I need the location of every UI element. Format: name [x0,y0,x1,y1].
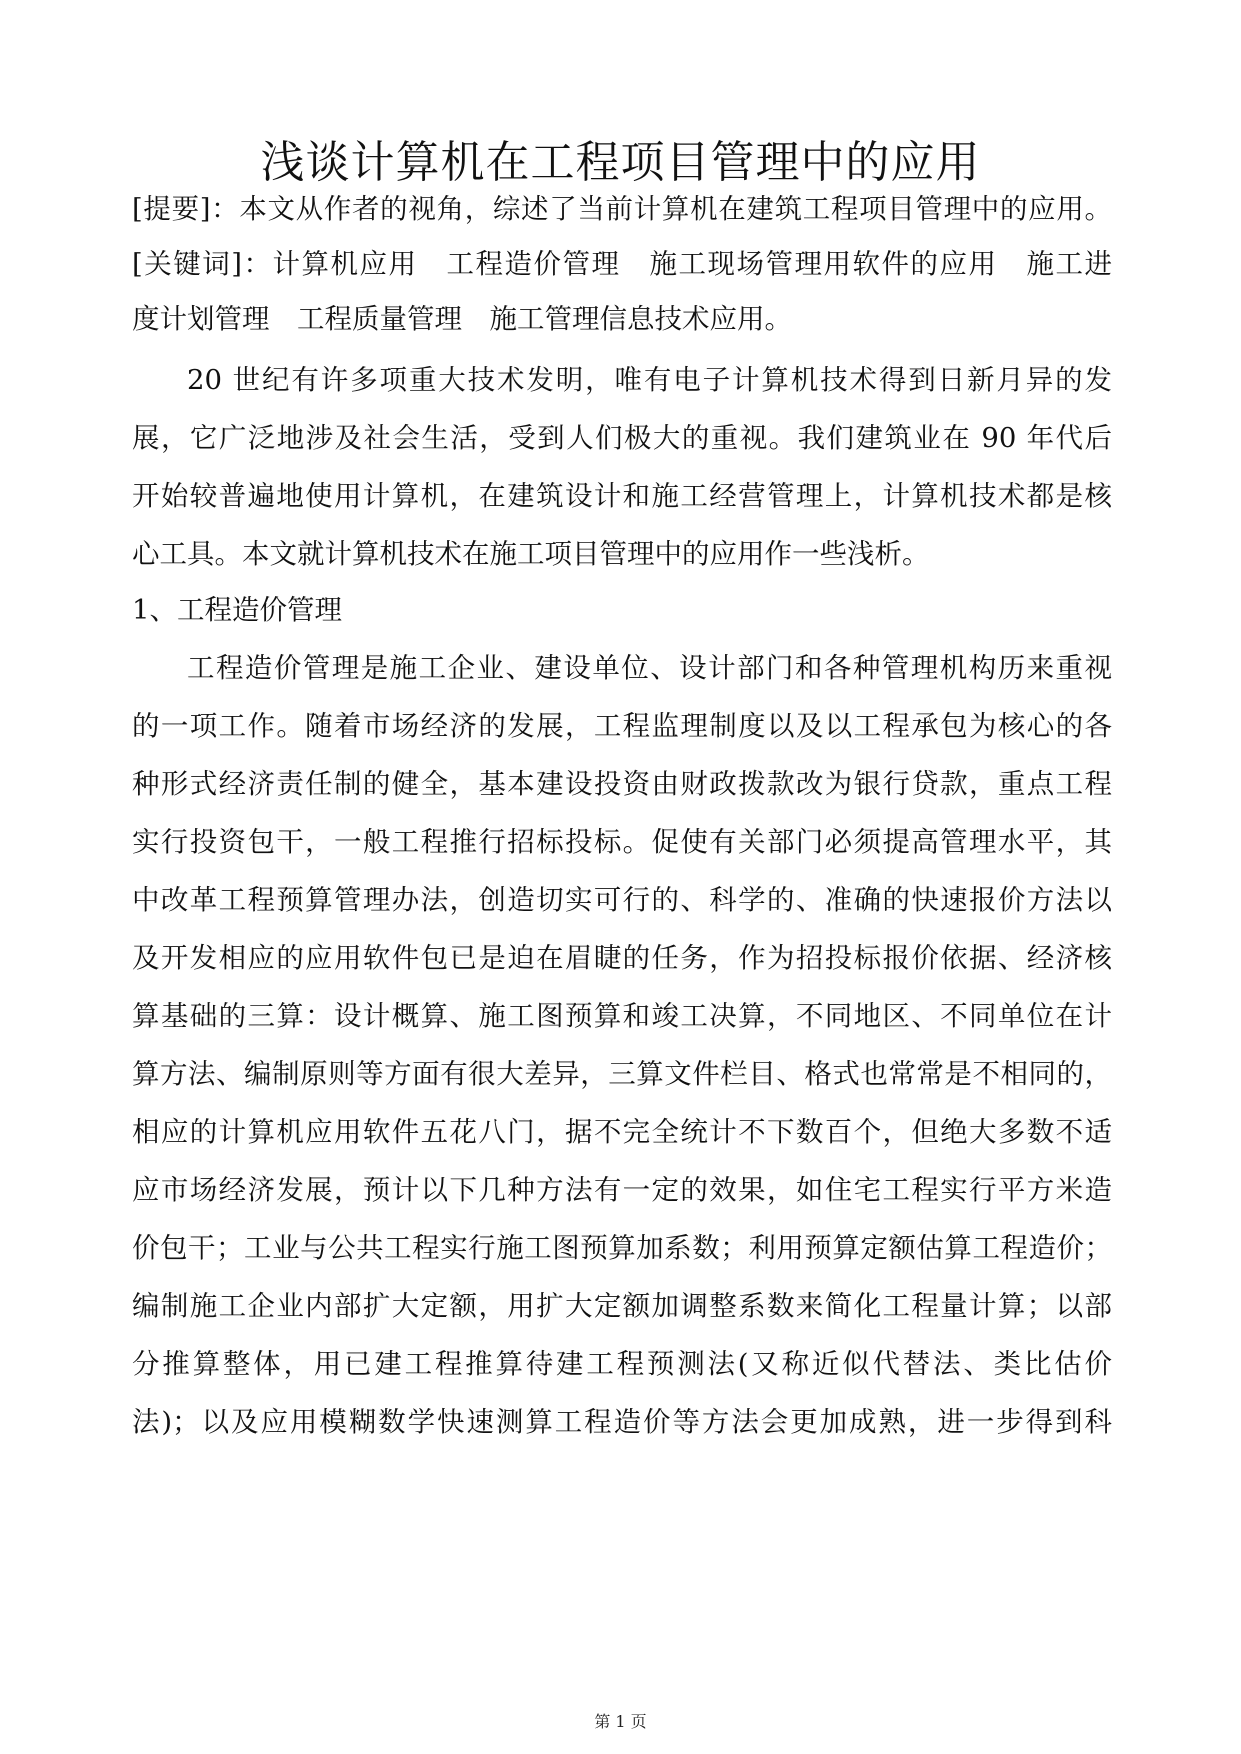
paragraph-line: 应市场经济发展，预计以下几种方法有一定的效果，如住宅工程实行平方米造 [132,1174,1112,1206]
paragraph-line: 展，它广泛地涉及社会生活，受到人们极大的重视。我们建筑业在 90 年代后 [132,422,1112,454]
paragraph-line: 种形式经济责任制的健全，基本建设投资由财政拨款改为银行贷款，重点工程 [132,768,1112,800]
document-title: 浅谈计算机在工程项目管理中的应用 [260,137,981,188]
paragraph-line: 及开发相应的应用软件包已是迫在眉睫的任务，作为招投标报价依据、经济核 [132,942,1112,974]
abstract-line: [提要]：本文从作者的视角，综述了当前计算机在建筑工程项目管理中的应用。 [132,193,1112,225]
paragraph-line: 法)；以及应用模糊数学快速测算工程造价等方法会更加成熟，进一步得到科 [132,1406,1112,1438]
paragraph-line: 的一项工作。随着市场经济的发展，工程监理制度以及以工程承包为核心的各 [132,710,1112,742]
keywords-line: [关键词]：计算机应用 工程造价管理 施工现场管理用软件的应用 施工进 [132,248,1112,280]
keywords-line-continued: 度计划管理 工程质量管理 施工管理信息技术应用。 [132,303,792,335]
paragraph-line: 分推算整体，用已建工程推算待建工程预测法(又称近似代替法、类比估价 [132,1348,1112,1380]
paragraph-line: 编制施工企业内部扩大定额，用扩大定额加调整系数来简化工程量计算；以部 [132,1290,1112,1322]
paragraph-line: 相应的计算机应用软件五花八门，据不完全统计不下数百个，但绝大多数不适 [132,1116,1112,1148]
paragraph-line: 20 世纪有许多项重大技术发明，唯有电子计算机技术得到日新月异的发 [187,364,1112,396]
paragraph-line: 算基础的三算：设计概算、施工图预算和竣工决算，不同地区、不同单位在计 [132,1000,1112,1032]
paragraph-line: 实行投资包干，一般工程推行招标投标。促使有关部门必须提高管理水平，其 [132,826,1112,858]
paragraph-line: 工程造价管理是施工企业、建设单位、设计部门和各种管理机构历来重视 [187,652,1112,684]
paragraph-line: 中改革工程预算管理办法，创造切实可行的、科学的、准确的快速报价方法以 [132,884,1112,916]
paragraph-line: 心工具。本文就计算机技术在施工项目管理中的应用作一些浅析。 [132,538,930,570]
paragraph-line: 价包干；工业与公共工程实行施工图预算加系数；利用预算定额估算工程造价； [132,1232,1112,1264]
page-number: 第 1 页 [594,1712,647,1731]
section-heading: 1、工程造价管理 [132,594,342,626]
paragraph-line: 开始较普遍地使用计算机，在建筑设计和施工经营管理上，计算机技术都是核 [132,480,1112,512]
paragraph-line: 算方法、编制原则等方面有很大差异，三算文件栏目、格式也常常是不相同的， [132,1058,1112,1090]
